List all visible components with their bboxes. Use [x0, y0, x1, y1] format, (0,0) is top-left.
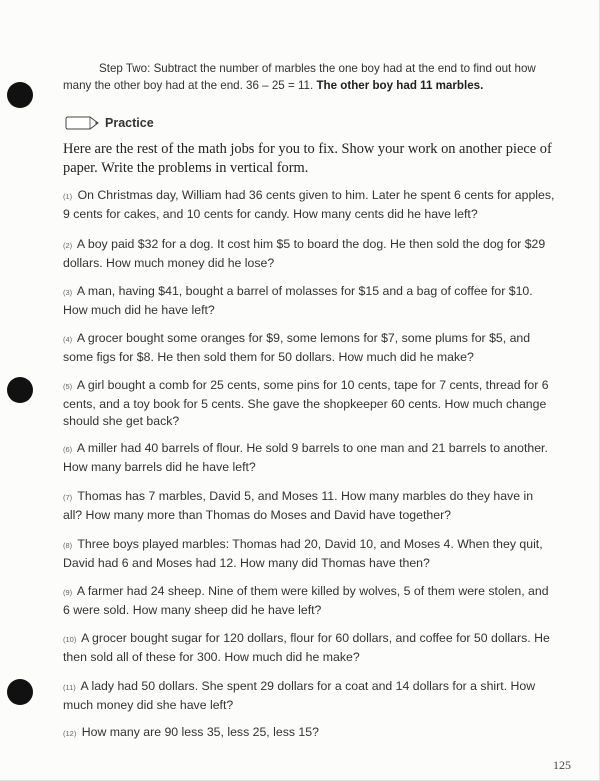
problem-text: How many are 90 less 35, less 25, less 15?: [81, 725, 319, 739]
problem-number: (7): [63, 493, 73, 502]
problem-item: [63, 187, 555, 223]
binder-hole: [7, 679, 33, 705]
problem-item: [63, 678, 555, 714]
problem-text: A miller had 40 barrels of flour. He sold 9 barrels to one man and 21 barrels to another. How many barrels did he have left?: [63, 441, 548, 474]
page-number: 125: [553, 758, 571, 772]
binder-hole: [7, 377, 33, 403]
problem-number: (6): [63, 445, 73, 454]
problem-number: (3): [63, 288, 73, 297]
problem-number: (11): [63, 683, 76, 692]
practice-heading: [65, 114, 154, 132]
problem-item: [63, 377, 555, 431]
problem-number: (5): [63, 382, 73, 391]
problem-text: On Christmas day, William had 36 cents given to him. Later he spent 6 cents for apples, 9 cents for cakes, and 10 cents for candy. How many cents did he have left?: [63, 188, 555, 221]
problem-text: A grocer bought sugar for 120 dollars, flour for 60 dollars, and coffee for 50 dollars. He then sold all of these for 300. How much did he make?: [63, 631, 550, 664]
problem-number: (9): [63, 588, 73, 597]
problem-item: [63, 583, 555, 619]
step-two-paragraph: [63, 60, 553, 94]
problem-item: [63, 283, 555, 319]
problem-text: A grocer bought some oranges for $9, some lemons for $7, some plums for $5, and some figs for $8. He then sold them for 50 dollars. How much did he make?: [63, 331, 531, 364]
problem-text: A girl bought a comb for 25 cents, some pins for 10 cents, tape for 7 cents, thread for 6 cents, and a toy book for 5 cents. She gave the shopkeeper 60 cents. How much change should she get back?: [63, 378, 549, 428]
problem-item: [63, 630, 555, 666]
problem-text: Three boys played marbles: Thomas had 20, David 10, and Moses 4. When they quit, David had 6 and Moses had 12. How many did Thomas have then?: [63, 537, 543, 570]
problem-item: [63, 724, 555, 743]
problem-item: [63, 536, 555, 572]
problem-item: [63, 440, 555, 476]
problem-number: (8): [63, 541, 73, 550]
pencil-icon: [65, 115, 101, 131]
step-two-answer: The other boy had 11 marbles.: [316, 79, 484, 92]
problem-number: (12): [63, 729, 77, 738]
binder-hole: [7, 82, 33, 108]
problem-text: A man, having $41, bought a barrel of molasses for $15 and a bag of coffee for $10. How much did he have left?: [63, 284, 533, 317]
instructions-text: Here are the rest of the math jobs for you to fix. Show your work on another piece of paper. Write the problems in vertical form.: [63, 141, 552, 176]
problem-number: (10): [63, 635, 77, 644]
problem-number: (1): [63, 192, 73, 201]
problem-text: A farmer had 24 sheep. Nine of them were killed by wolves, 5 of them were stolen, and 6 were sold. How many sheep did he have left?: [63, 584, 549, 617]
problem-text: A boy paid $32 for a dog. It cost him $5 to board the dog. He then sold the dog for $29 dollars. How much money did he lose?: [63, 237, 546, 270]
step-two-text: Step Two: Subtract the number of marbles the one boy had at the end to find out how many the other boy had at the end. 36 – 25 = 11.: [63, 62, 536, 92]
problem-text: A lady had 50 dollars. She spent 29 dollars for a coat and 14 dollars for a shirt. How much money did she have left?: [63, 679, 536, 712]
practice-label: Practice: [105, 116, 154, 130]
problem-item: [63, 236, 555, 272]
problem-text: Thomas has 7 marbles, David 5, and Moses 11. How many marbles do they have in all? How many more than Thomas do Moses and David have together?: [63, 489, 534, 522]
problem-item: [63, 488, 555, 524]
problem-item: [63, 330, 555, 366]
problem-number: (4): [63, 335, 73, 344]
problem-number: (2): [63, 241, 73, 250]
